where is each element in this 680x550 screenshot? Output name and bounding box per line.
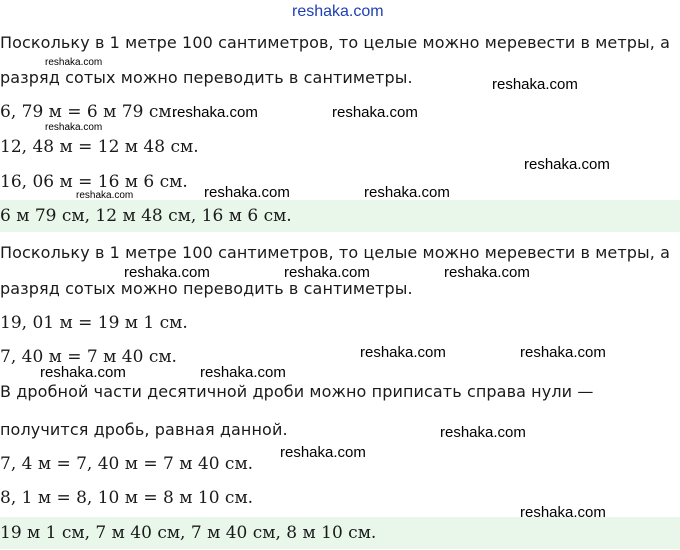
- watermark-16: reshaka.com: [520, 504, 606, 521]
- watermark-2: reshaka.com: [172, 104, 258, 121]
- block1-equation-3: 16, 06 м = 16 м 6 см.: [0, 172, 188, 192]
- watermark-small-2: reshaka.com: [45, 122, 103, 133]
- block2-note-line2: получится дробь, равная данной.: [0, 420, 288, 439]
- watermark-15: reshaka.com: [280, 444, 366, 461]
- watermark-small-1: reshaka.com: [45, 57, 103, 68]
- block1-answer: 6 м 79 см, 12 м 48 см, 16 м 6 см.: [0, 206, 292, 226]
- block2-note-line1: В дробной части десятичной дроби можно приписать справа нули —: [0, 382, 594, 401]
- watermark-6: reshaka.com: [364, 184, 450, 201]
- watermark-3: reshaka.com: [332, 104, 418, 121]
- watermark-4: reshaka.com: [524, 156, 610, 173]
- watermark-14: reshaka.com: [440, 424, 526, 441]
- watermark-13: reshaka.com: [200, 364, 286, 381]
- block2-equation-4: 8, 1 м = 8, 10 м = 8 м 10 см.: [0, 488, 254, 508]
- block1-intro-line1: Поскольку в 1 метре 100 сантиметров, то целые можно меревести в метры, а: [0, 33, 671, 52]
- block1-equation-1: 6, 79 м = 6 м 79 см.: [0, 102, 177, 122]
- block1-intro-line2: разряд сотых можно переводить в сантиметры.: [0, 68, 413, 87]
- block2-equation-2: 7, 40 м = 7 м 40 см.: [0, 347, 177, 367]
- watermark-11: reshaka.com: [520, 344, 606, 361]
- watermark-small-3: reshaka.com: [76, 190, 134, 201]
- watermark-5: reshaka.com: [204, 184, 290, 201]
- watermark-10: reshaka.com: [360, 344, 446, 361]
- block1-equation-2: 12, 48 м = 12 м 48 см.: [0, 137, 199, 157]
- block2-intro-line1: Поскольку в 1 метре 100 сантиметров, то целые можно меревести в метры, а: [0, 243, 671, 262]
- watermark-1: reshaka.com: [492, 76, 578, 93]
- watermark-7: reshaka.com: [124, 264, 210, 281]
- watermark-8: reshaka.com: [284, 264, 370, 281]
- block2-answer: 19 м 1 см, 7 м 40 см, 7 м 40 см, 8 м 10 см.: [0, 523, 377, 543]
- block2-equation-3: 7, 4 м = 7, 40 м = 7 м 40 см.: [0, 454, 254, 474]
- block2-intro-line2: разряд сотых можно переводить в сантиметры.: [0, 279, 413, 298]
- watermark-9: reshaka.com: [444, 264, 530, 281]
- watermark-12: reshaka.com: [40, 364, 126, 381]
- block2-equation-1: 19, 01 м = 19 м 1 см.: [0, 313, 188, 333]
- header-watermark: reshaka.com: [292, 3, 384, 20]
